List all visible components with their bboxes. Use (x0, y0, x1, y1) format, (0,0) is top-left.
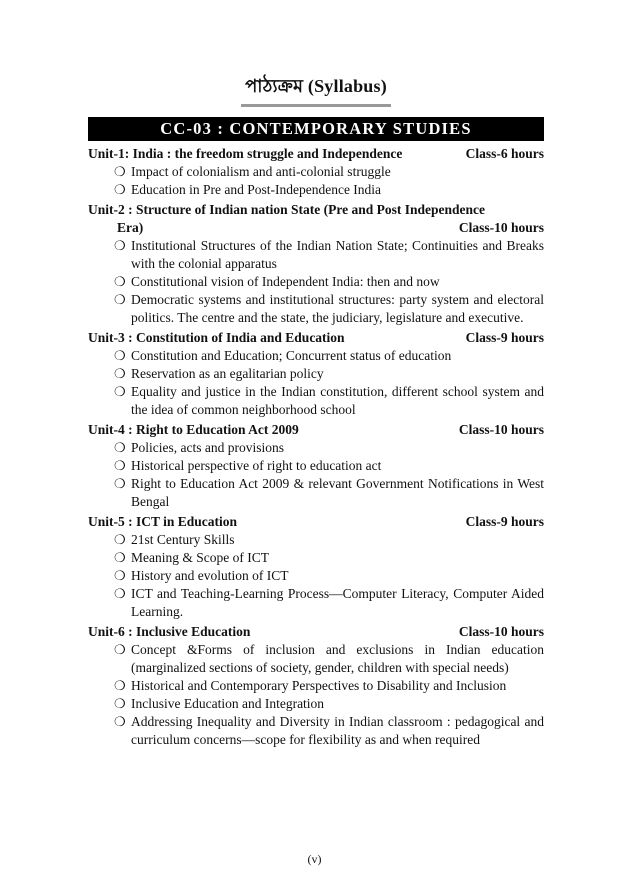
bullet-icon: ❍ (114, 274, 126, 289)
bullet-icon: ❍ (114, 238, 126, 253)
unit-4 (88, 421, 544, 511)
item-text: Historical perspective of right to education act (131, 458, 382, 473)
unit-hours: Class-10 hours (458, 422, 544, 437)
bullet-icon: ❍ (114, 348, 126, 363)
item-text: Meaning & Scope of ICT (131, 550, 269, 565)
list-item (88, 237, 544, 273)
unit-items (88, 439, 544, 511)
list-item (88, 181, 544, 199)
item-text: Institutional Structures of the Indian Nation State; Continuities and Breaks with the colonial apparatus (131, 238, 544, 271)
list-item (88, 457, 544, 475)
page-title: পাঠ্যক্রম (Syllabus) (241, 72, 391, 107)
unit-heading: Unit-3 : Constitution of India and Education (88, 330, 345, 345)
page-number: (v) (307, 852, 322, 866)
unit-items (88, 641, 544, 749)
bullet-icon: ❍ (114, 440, 126, 455)
list-item (88, 713, 544, 749)
list-item (88, 347, 544, 365)
title-wrap (88, 72, 544, 107)
list-item (88, 365, 544, 383)
unit-hours: Class-6 hours (465, 146, 544, 161)
item-text: Impact of colonialism and anti-colonial struggle (131, 164, 391, 179)
item-text: Democratic systems and institutional structures: party system and electoral politics. The centre and the state, the judiciary, legislature and executive. (131, 292, 544, 325)
item-text: Concept &Forms of inclusion and exclusions in Indian education (marginalized sections of society, gender, children with special needs) (131, 642, 544, 675)
unit-heading-row (88, 623, 544, 641)
item-text: Historical and Contemporary Perspectives to Disability and Inclusion (131, 678, 507, 693)
unit-heading-row (88, 201, 544, 237)
list-item (88, 567, 544, 585)
unit-heading-row (88, 145, 544, 163)
bullet-icon: ❍ (114, 458, 126, 473)
bullet-icon: ❍ (114, 476, 126, 491)
unit-items (88, 237, 544, 327)
list-item (88, 695, 544, 713)
bullet-icon: ❍ (114, 696, 126, 711)
unit-heading: Unit-1: India : the freedom struggle and Independence (88, 146, 403, 161)
unit-items (88, 163, 544, 199)
bullet-icon: ❍ (114, 568, 126, 583)
unit-3 (88, 329, 544, 419)
unit-items (88, 531, 544, 621)
item-text: Constitutional vision of Independent India: then and now (131, 274, 440, 289)
unit-heading-continuation: Era) (117, 220, 144, 235)
unit-heading: Unit-2 : Structure of Indian nation State (Pre and Post Independence (88, 202, 486, 217)
item-text: Reservation as an egalitarian policy (131, 366, 324, 381)
unit-heading-row (88, 329, 544, 347)
bullet-icon: ❍ (114, 532, 126, 547)
list-item (88, 383, 544, 419)
list-item (88, 163, 544, 181)
list-item (88, 291, 544, 327)
unit-heading-continuation-row (88, 219, 544, 237)
list-item (88, 641, 544, 677)
item-text: History and evolution of ICT (131, 568, 289, 583)
bullet-icon: ❍ (114, 164, 126, 179)
unit-items (88, 347, 544, 419)
item-text: Policies, acts and provisions (131, 440, 284, 455)
bullet-icon: ❍ (114, 366, 126, 381)
bullet-icon: ❍ (114, 714, 126, 729)
syllabus-page (88, 72, 544, 749)
list-item (88, 439, 544, 457)
bullet-icon: ❍ (114, 550, 126, 565)
unit-heading-row (88, 513, 544, 531)
item-text: Inclusive Education and Integration (131, 696, 325, 711)
list-item (88, 677, 544, 695)
list-item (88, 273, 544, 291)
unit-6 (88, 623, 544, 749)
unit-hours: Class-9 hours (465, 330, 544, 345)
unit-hours: Class-10 hours (458, 624, 544, 639)
item-text: Education in Pre and Post-Independence India (131, 182, 382, 197)
unit-hours: Class-9 hours (465, 514, 544, 529)
bullet-icon: ❍ (114, 642, 126, 657)
bullet-icon: ❍ (114, 678, 126, 693)
bullet-icon: ❍ (114, 586, 126, 601)
bullet-icon: ❍ (114, 182, 126, 197)
bullet-icon: ❍ (114, 292, 126, 307)
list-item (88, 531, 544, 549)
item-text: Equality and justice in the Indian constitution, different school system and the idea of common neighborhood school (131, 384, 544, 417)
unit-5 (88, 513, 544, 621)
list-item (88, 585, 544, 621)
unit-heading-row (88, 421, 544, 439)
unit-1 (88, 145, 544, 199)
unit-heading: Unit-4 : Right to Education Act 2009 (88, 422, 299, 437)
item-text: Addressing Inequality and Diversity in Indian classroom : pedagogical and curriculum concerns—scope for flexibility as and when required (131, 714, 544, 747)
item-text: 21st Century Skills (131, 532, 235, 547)
item-text: ICT and Teaching-Learning Process—Computer Literacy, Computer Aided Learning. (131, 586, 544, 619)
unit-hours: Class-10 hours (458, 220, 544, 235)
list-item (88, 549, 544, 567)
course-band: CC-03 : CONTEMPORARY STUDIES (88, 117, 544, 141)
unit-heading: Unit-6 : Inclusive Education (88, 624, 251, 639)
unit-2 (88, 201, 544, 327)
list-item (88, 475, 544, 511)
item-text: Right to Education Act 2009 & relevant Government Notifications in West Bengal (131, 476, 544, 509)
bullet-icon: ❍ (114, 384, 126, 399)
item-text: Constitution and Education; Concurrent status of education (131, 348, 452, 363)
unit-heading: Unit-5 : ICT in Education (88, 514, 238, 529)
